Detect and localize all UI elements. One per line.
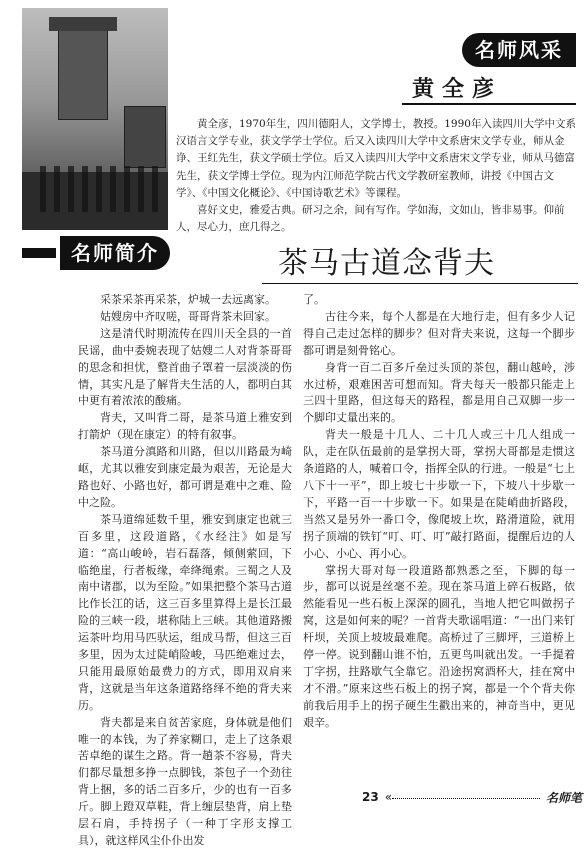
article-column-left [78, 292, 292, 850]
page-number: 23 [362, 790, 379, 804]
bio-paragraph: 喜好文史，雅爱古典。研习之余，间有写作。学如海，文如山，皆非易事。仰前人，尽心力，庶几得之。 [176, 204, 565, 234]
article-column-right [303, 292, 575, 732]
article-paragraph: 掌拐大哥对每一段道路都熟悉之至，下脚的每一步，都可以说是丝毫不差。现在茶马道上碎石板路，依然能看见一些石板上深深的圆孔，当地人把它叫做拐子窝，这是如何来的呢？一首背夫歌谣唱道：“一出门来钉杆坝，关顶上坡坡最难爬。高桥过了三脚坪，三道桥上停一停。说到翻山谁不怕，五更鸟叫就出发。一手提着丁字拐，拄路歇气全靠它。沿途拐窝酒杯大，挂在窝中才不滑。”原来这些石板上的拐子窝，都是一个个背夫你前我后用手上的拐子硬生生戳出来的，神奇当中，更见艰辛。 [303, 563, 575, 729]
profile-tag: 名师简介 [60, 236, 170, 270]
article-paragraph: 茶马道分滇路和川路，但以川路最为崎岖，尤其以雅安到康定最为艰苦，无论是大路也好、小路也好，都可谓是难中之难、险中之险。 [78, 445, 292, 509]
article-paragraph: 背夫都是来自贫苦家庭，身体就是他们唯一的本钱，为了养家糊口，走上了这条艰苦卓绝的谋生之路。背一趟茶不容易，背夫们都尽量想多挣一点脚钱，茶包子一个劲往背上捆，多的话二百多斤，少的也有一百多斤。脚上蹬双草鞋，背上缠层垫背，肩上垫层石肩，手持拐子（一种丁字形支撑工具），就这样风尘仆仆出发 [78, 715, 292, 847]
article-paragraph: 采茶采茶再采茶，炉城一去远离家。 [100, 293, 276, 306]
article-paragraph: 背夫一般是十几人、二十几人或三十几人组成一队，走在队伍最前的是掌拐大哥，掌拐大哥都是走惯这条道路的人，喊着口令，指挥全队的行进。一般是“七上八下十一平”，即上坡七十步歇一下，下坡八十步歇一下，平路一百一十步歇一下。如果是在陡峭曲折路段，当然又是另外一番口令，像爬坡上坎，路滑道险，就用拐子顶端的铁钉“叮、叮、叮”敲打路面，提醒后边的人小心、小心、再小心。 [303, 428, 575, 560]
article-paragraph: 这是清代时期流传在四川天全县的一首民谣，曲中委婉表现了姑嫂二人对背茶哥哥的思念和担忧，整首曲子罩着一层淡淡的伤情，其实凡是了解背夫生活的人，都明白其中更有着浓浓的酸痛。 [78, 326, 292, 408]
magazine-name: 名师笔 [545, 790, 582, 805]
tower-shape [58, 26, 108, 120]
article-title: 茶马古道念背夫 [278, 246, 495, 281]
article-paragraph: 了。 [303, 293, 325, 306]
article-paragraph: 背夫，又叫背二哥，是茶马道上雅安到打箭炉（现在康定）的特有叙事。 [78, 411, 292, 442]
bio-paragraph: 黄全彦，1970年生，四川德阳人，文学博士，教授。1990年入读四川大学中文系汉语言文学专业，获文学学士学位。后又入读四川大学中文系唐宋文学专业，师从金诤、王红先生，获文学硕士学位。后又入读四川大学中文系唐宋文学专业，师从马德富先生，获文学博士学位。现为内江师范学院古代文学教研室教师，讲授《中国古文学》、《中国文化概论》、《中国诗歌艺术》等课程。 [176, 118, 576, 199]
title-divider [262, 283, 578, 284]
name-divider [402, 103, 576, 105]
article-paragraph: 茶马道绵延数千里，雅安到康定也就三百多里，这段道路，《水经注》如是写道：“高山峻岭，岩石磊落，倾侧萦回，下临绝崖，行者板缘，牵绛绳索。三蜀之人及南中诸郡，以为至险。”如果把整个茶马古道比作长江的话，这三百多里算得上是长江最险的三峡一段，堪称陆上三峡。其他道路搬运茶叶均用马匹驮运，组成马帮，但这三百多里，因为太过陡峭险峻，马匹绝难过去，只能用最原始最费力的方式，即用双肩来背，这就是当年这条道路络绎不绝的背夫来历。 [78, 512, 292, 712]
building-shape [124, 106, 166, 168]
profile-name: 黄全彦 [412, 77, 503, 102]
people-silhouettes [40, 166, 160, 212]
page-footer [362, 788, 582, 806]
historical-photo [22, 8, 168, 230]
article-paragraph: 身背一百二百多斤垒过头顶的茶包，翻山越岭，涉水过桥，艰难困苦可想而知。背夫每天一般都只能走上三四十里路，但这每天的路程，都是用自己双脚一步一个脚印丈量出来的。 [303, 360, 575, 425]
article-paragraph: 古往今来，每个人都是在大地行走，但有多少人记得自己走过怎样的脚步？但对背夫来说，这每一个脚步都可谓是刻骨铭心。 [303, 309, 575, 357]
section-tag: 名师风采 [462, 33, 576, 67]
article-paragraph: 姑嫂房中齐叹嗟，哥哥背茶未回家。 [100, 309, 276, 323]
profile-bio [176, 116, 578, 236]
footer-marker: « [384, 790, 393, 804]
footer-dotted-rule [392, 790, 540, 799]
